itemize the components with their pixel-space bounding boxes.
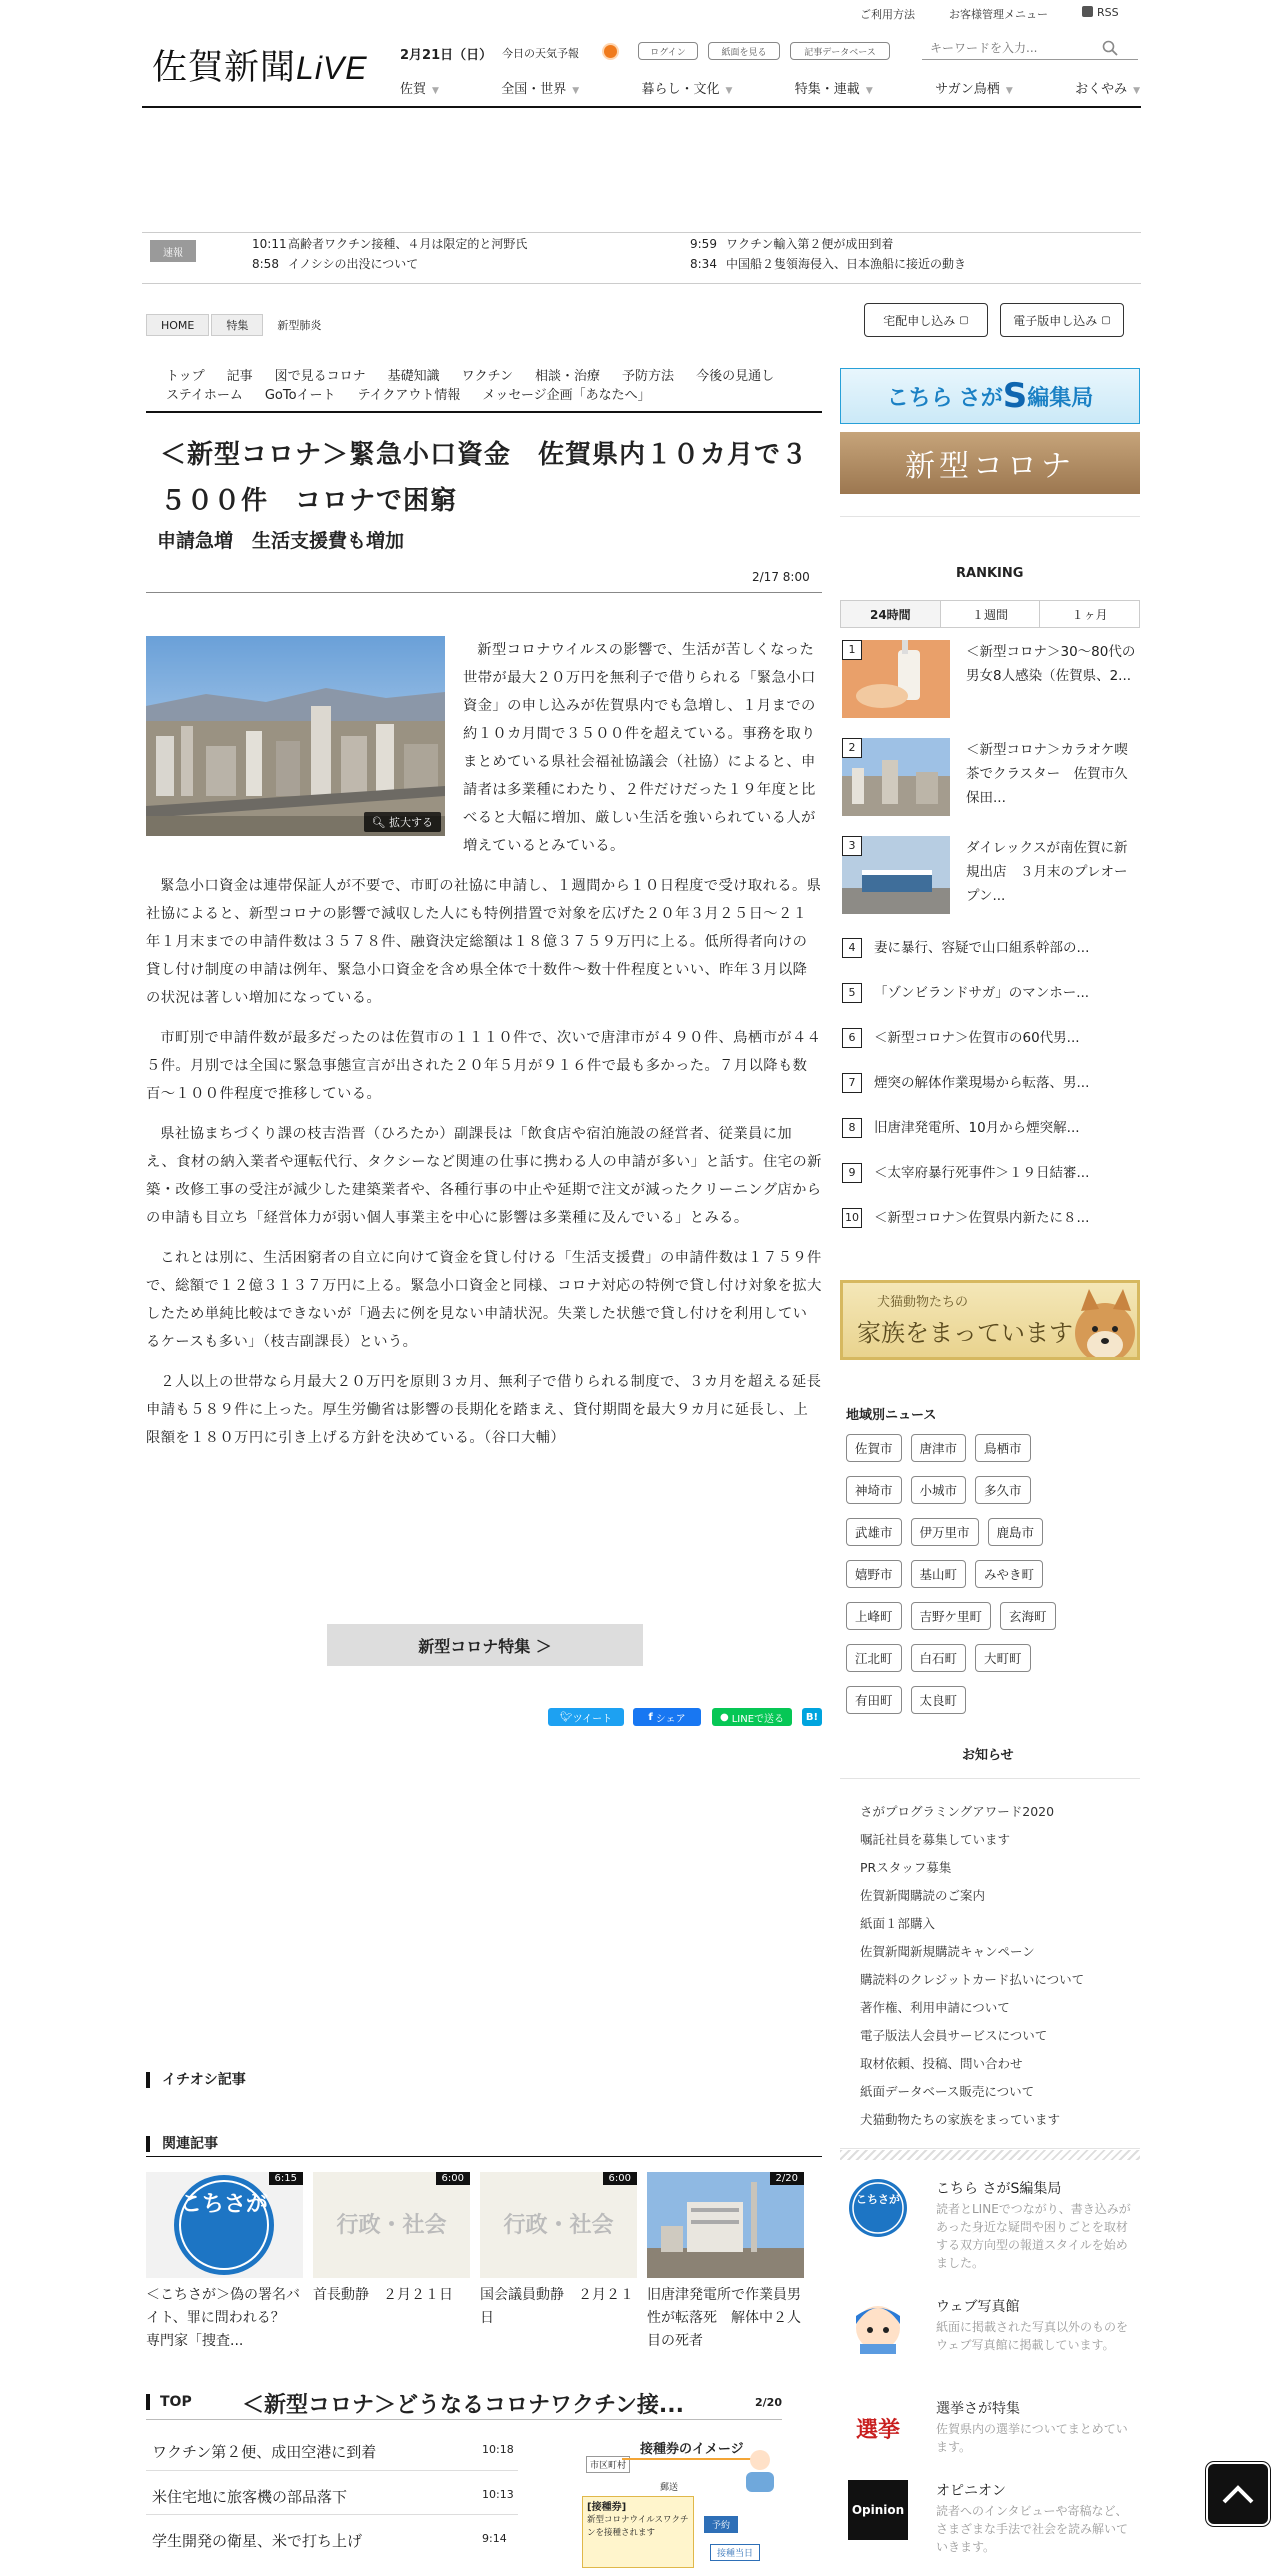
menu-outlook[interactable]: 今後の見通し — [696, 369, 775, 384]
zoom-icon: 🔍︎ — [371, 816, 389, 829]
related-item[interactable]: 2/20 旧唐津発電所で作業員男性が転落死 解体中２人目の死者 — [647, 2172, 804, 2353]
person-icon — [740, 2448, 780, 2492]
region-tag[interactable]: 小城市 — [911, 1476, 967, 1504]
weather-link[interactable]: 今日の天気予報 — [502, 47, 579, 60]
breaking-item[interactable]: 10:11高齢者ワクチン接種、４月は限定的と河野氏 — [252, 237, 528, 251]
nav-features[interactable]: 特集・連載 ▼ — [794, 82, 873, 97]
twitter-icon: 🐦︎ — [559, 1711, 573, 1723]
hatena-bookmark-button[interactable]: B! — [802, 1708, 822, 1726]
article-paragraph: 市町別で申請件数が最多だったのは佐賀市の１１１０件で、次いで唐津市が４９０件、鳥栖市が４４５件。月別では全国に緊急事態宣言が出された２０年５月が９１６件で最も多かった。７月以降も数百～１００件程度で推移している。 — [146, 1030, 822, 1102]
breaking-news — [142, 232, 1141, 284]
region-tag[interactable]: 多久市 — [975, 1476, 1031, 1504]
breaking-label: 速報 — [150, 240, 196, 262]
region-tag[interactable]: 玄海町 — [1000, 1602, 1056, 1630]
tab-week[interactable]: １週間 — [941, 601, 1041, 627]
tab-month[interactable]: １ヶ月 — [1071, 607, 1108, 622]
link-customer-menu[interactable]: お客様管理メニュー — [949, 8, 1048, 21]
region-tags — [846, 1434, 1146, 1728]
related-thumb: こちさが 6:15 — [146, 2172, 303, 2278]
line-icon: ● — [719, 1711, 729, 1723]
region-tag[interactable]: 鳥栖市 — [975, 1434, 1031, 1462]
notice-link[interactable]: 佐賀新聞新規購読キャンペーン — [860, 1944, 1035, 1959]
city-photo-image — [146, 636, 445, 836]
region-tag[interactable]: 白石町 — [911, 1644, 967, 1672]
ranking-item[interactable]: 2 ＜新型コロナ＞カラオケ喫茶でクラスター 佐賀市久保田... — [842, 738, 1140, 816]
menu-consult[interactable]: 相談・治療 — [535, 369, 601, 384]
notice-link[interactable]: 犬猫動物たちの家族をまっています — [860, 2112, 1061, 2127]
breadcrumb-feature[interactable]: 特集 — [211, 314, 263, 336]
sun-icon — [604, 45, 617, 58]
article-paragraph: 県社協まちづくり課の枝吉浩晋（ひろたか）副課長は「飲食店や宿泊施設の経営者、従業員に加え、食材の納入業者や運転代行、タクシーなど関連の仕事に携わる人の申請が多い」と話す。住宅の新築・改修工事の受注が減少した建築業者や、各種行事の中止や延期で注文が減ったクリーニング店からの申請も目立ち「経営体力が弱い個人事業主を中心に影響は多業種に及んでいる」とみる。 — [146, 1126, 822, 1226]
title-divider — [146, 592, 822, 593]
region-tag[interactable]: 江北町 — [846, 1644, 902, 1672]
top-list-item[interactable]: ワクチン第２便、成田空港に到着 10:18 — [152, 2443, 514, 2461]
back-to-top-button[interactable] — [1206, 2462, 1270, 2526]
related-item[interactable]: こちさが 6:15 ＜こちさが＞偽の署名バイト、罪に問われる？ 専門家「捜査... — [146, 2172, 303, 2353]
corona-section-menu — [146, 367, 822, 413]
home-delivery-button[interactable]: 宅配申し込み ▢ — [864, 303, 988, 337]
article-database-button[interactable]: 記事データベース — [790, 42, 890, 60]
site-logo[interactable]: 佐賀新聞LiVE — [152, 48, 368, 88]
top-headline[interactable]: ＜新型コロナ＞どうなるコロナワクチン接... — [242, 2393, 684, 2418]
related-divider — [146, 2156, 822, 2157]
chevron-down-icon: ▼ — [865, 86, 873, 96]
region-tag[interactable]: 鹿島市 — [988, 1518, 1044, 1546]
opinion-icon: Opinion — [848, 2480, 908, 2540]
related-title: 関連記事 — [146, 2136, 218, 2152]
notice-link[interactable]: さがプログラミングアワード2020 — [860, 1804, 1055, 1819]
corona-banner[interactable]: 新型コロナ — [840, 432, 1140, 494]
service-web-photo[interactable]: ウェブ写真館 紙面に掲載された写真以外のものをウェブ写真館に掲載しています。 — [848, 2296, 1138, 2366]
region-tag[interactable]: 吉野ケ里町 — [911, 1602, 992, 1630]
breaking-item[interactable]: 8:58 イノシシの出没について — [252, 257, 419, 271]
related-item[interactable]: 行政・社会 6:00 首長動静 ２月２１日 — [313, 2172, 470, 2307]
chevron-down-icon: ▼ — [572, 86, 580, 96]
service-election[interactable]: 選挙 選挙さが特集 佐賀県内の選挙についてまとめています。 — [848, 2398, 1138, 2468]
header-divider — [142, 106, 1141, 108]
current-date: 2月21日（日） — [400, 48, 493, 63]
login-button[interactable]: ログイン — [638, 42, 698, 60]
search-input[interactable] — [922, 41, 1102, 55]
ranking-item[interactable]: 1 ＜新型コロナ＞30～80代の男女8人感染（佐賀県、2... — [842, 640, 1140, 718]
menu-basics[interactable]: 基礎知識 — [387, 369, 440, 384]
region-tag[interactable]: 唐津市 — [911, 1434, 967, 1462]
external-link-icon: ▢ — [959, 314, 969, 326]
article-paragraph: ２人以上の世帯なら月最大２０万円を原則３カ月、無利子で借りられる制度で、３カ月を超える延長申請も５８９件に上った。厚生労働省は影響の長期化を踏まえ、貸付期間を最大９カ月に延長し、上限額を１８０万円に引き上げる方針を決めている。（谷口大輔） — [146, 1374, 822, 1446]
corona-special-button[interactable]: 新型コロナ特集 ＞ — [327, 1624, 643, 1666]
article-photo[interactable] — [146, 636, 445, 836]
notice-link[interactable]: 電子版法人会員サービスについて — [860, 2028, 1048, 2043]
facebook-icon: f — [648, 1711, 653, 1723]
region-tag[interactable]: 基山町 — [911, 1560, 967, 1588]
divider-stripe — [840, 2150, 1140, 2160]
search-box — [922, 36, 1138, 60]
kochira-banner[interactable]: こちら さが S 編集局 — [840, 368, 1140, 424]
menu-takeout[interactable]: テイクアウト情報 — [357, 388, 461, 403]
notice-link[interactable]: 紙面データベース販売について — [860, 2084, 1035, 2099]
breadcrumb-current: 新型肺炎 — [277, 319, 322, 332]
ranking-title: RANKING — [956, 566, 1024, 581]
region-tag[interactable]: 佐賀市 — [846, 1434, 902, 1462]
notice-link[interactable]: 購読料のクレジットカード払いについて — [860, 1972, 1085, 1987]
region-news-title: 地域別ニュース — [846, 1408, 937, 1423]
notice-link[interactable]: 紙面１部購入 — [860, 1916, 936, 1931]
service-opinion[interactable]: Opinion オピニオン 読者へのインタビューや寄稿など、さまざまな手法で社会を読み解いていきます。 — [848, 2480, 1138, 2550]
link-usage[interactable]: ご利用方法 — [860, 8, 915, 21]
chevron-down-icon: ▼ — [725, 86, 733, 96]
notices-title: お知らせ — [962, 1748, 1014, 1763]
pet-adoption-banner[interactable]: 犬猫動物たちの 家族をまっています — [840, 1280, 1140, 1360]
top-list-item[interactable]: 学生開発の衛星、米で打ち上げ 9:14 — [152, 2532, 507, 2550]
nav-life[interactable]: 暮らし・文化 ▼ — [641, 82, 733, 97]
top-section-header: TOP ＜新型コロナ＞どうなるコロナワクチン接... 2/20 — [146, 2390, 782, 2420]
region-tag[interactable]: 嬉野市 — [846, 1560, 902, 1588]
tab-24h[interactable]: 24時間 — [841, 601, 941, 627]
region-tag[interactable]: 神埼市 — [846, 1476, 902, 1504]
region-tag[interactable]: 有田町 — [846, 1686, 902, 1714]
article-paragraph: これとは別に、生活困窮者の自立に向けて資金を貸し付ける「生活支援費」の申請件数は１７５９件で、総額で１２億３１３７万円に上る。緊急小口資金と同様、コロナ対応の特例で貸し付け対象を拡大したため単純比較はできないが「過去に例を見ない申請状況。失業した状態で貸し付けを利用しているケースも多い」（枝吉副課長）という。 — [146, 1250, 822, 1350]
nav-sagan-tosu[interactable]: サガン鳥栖 ▼ — [935, 82, 1013, 97]
election-icon: 選挙 — [855, 2417, 900, 2443]
digital-subscription-button[interactable]: 電子版申し込み ▢ — [1000, 303, 1124, 337]
chevron-up-icon — [1208, 2464, 1268, 2524]
nav-national[interactable]: 全国・世界 ▼ — [501, 82, 580, 97]
region-tag[interactable]: 大町町 — [975, 1644, 1031, 1672]
region-tag[interactable]: 上峰町 — [846, 1602, 902, 1630]
menu-prevention[interactable]: 予防方法 — [622, 369, 675, 384]
breaking-item[interactable]: 8:34 中国船２隻領海侵入、日本漁船に接近の動き — [690, 257, 967, 271]
notice-link[interactable]: PRスタッフ募集 — [860, 1860, 952, 1875]
external-link-icon: ▢ — [1101, 314, 1111, 326]
related-thumb: 行政・社会 6:00 — [313, 2172, 470, 2278]
breaking-item[interactable]: 9:59 ワクチン輸入第２便が成田到着 — [690, 237, 894, 251]
article-date: 2/17 8:00 — [752, 570, 810, 584]
facebook-share-button[interactable]: f シェア — [633, 1708, 701, 1726]
rss-icon — [1082, 6, 1093, 17]
chevron-down-icon: ▼ — [1005, 86, 1013, 96]
notice-link[interactable]: 著作権、利用申請について — [860, 2000, 1010, 2015]
region-tag[interactable]: 武雄市 — [846, 1518, 902, 1546]
link-rss[interactable]: RSS — [1082, 6, 1119, 22]
service-kochira[interactable]: こちさが こちら さがS編集局 読者とLINEでつながり、書き込みがあった身近な疑問や困りごとを取材する双方向型の報道スタイルを始めました。 — [848, 2178, 1138, 2248]
power-plant-photo — [647, 2172, 804, 2278]
ichioshi-title: イチオシ記事 — [146, 2072, 246, 2088]
line-share-button[interactable]: ● LINEで送る — [712, 1708, 792, 1726]
ranking-item[interactable]: 3 ダイレックスが南佐賀に新規出店 ３月末のプレオープン... — [842, 836, 1140, 914]
view-paper-button[interactable]: 紙面を見る — [708, 42, 780, 60]
region-tag[interactable]: 伊万里市 — [911, 1518, 979, 1546]
tweet-button[interactable]: 🐦︎ ツイート — [548, 1708, 624, 1726]
related-thumb: 行政・社会 6:00 — [480, 2172, 637, 2278]
kochisaga-icon — [848, 2178, 908, 2238]
search-icon[interactable] — [1102, 40, 1118, 56]
menu-gotoeat[interactable]: GoToイート — [264, 388, 336, 403]
menu-stayhome[interactable]: ステイホーム — [166, 388, 243, 403]
breadcrumb — [146, 314, 321, 336]
menu-charts[interactable]: 図で見るコロナ — [274, 369, 366, 384]
chevron-down-icon: ▼ — [1133, 86, 1140, 96]
notice-link[interactable]: 取材依頼、投稿、問い合わせ — [860, 2056, 1023, 2071]
notice-link[interactable]: 嘱託社員を募集しています — [860, 1832, 1011, 1847]
nav-saga[interactable]: 佐賀 ▼ — [400, 82, 439, 97]
breadcrumb-home[interactable]: HOME — [146, 314, 209, 336]
nav-obituary[interactable]: おくやみ ▼ — [1075, 82, 1140, 97]
vaccine-ticket-illustration[interactable]: 市区町村 接種券のイメージ 郵送 [接種券] 新型コロナウイルスワクチンを接種されます 予約 接種当日 — [580, 2436, 794, 2568]
web-photo-icon — [848, 2296, 908, 2356]
chevron-down-icon: ▼ — [432, 86, 439, 96]
region-tag[interactable]: 太良町 — [911, 1686, 967, 1714]
article-subtitle: 申請急増 生活支援費も増加 — [157, 530, 405, 552]
article-paragraph: 緊急小口資金は連帯保証人が不要で、市町の社協に申請し、１週間から１０日程度で受け取れる。県社協によると、新型コロナの影響で減収した人にも特例措置で対象を広げた２０年３月２５日～２１年１月末までの申請件数は３５７８件、融資決定総額は１８億３７５９万円に上る。低所得者向けの貸し付け制度の申請は例年、緊急小口資金を含め県全体で十数件～数十件程度といい、昨年３月以降の状況は著しい増加になっている。 — [146, 878, 822, 1006]
related-item[interactable]: 行政・社会 6:00 国会議員動静 ２月２１日 — [480, 2172, 637, 2330]
top-list-item[interactable]: 米住宅地に旅客機の部品落下 10:13 — [152, 2488, 514, 2506]
enlarge-button[interactable]: 🔍︎ 拡大する — [364, 812, 441, 832]
kochisaga-logo-icon — [146, 2172, 303, 2278]
related-thumb: 2/20 — [647, 2172, 804, 2278]
region-tag[interactable]: みやき町 — [975, 1560, 1043, 1588]
article-title: ＜新型コロナ＞緊急小口資金 佐賀県内１０カ月で３５００件 コロナで困窮 — [160, 440, 809, 516]
dog-image — [1057, 1283, 1137, 1360]
notice-link[interactable]: 佐賀新聞購読のご案内 — [860, 1888, 986, 1903]
main-nav — [400, 78, 1140, 97]
menu-message[interactable]: メッセージ企画「あなたへ」 — [482, 388, 651, 403]
article-paragraph: 新型コロナウイルスの影響で、生活が苦しくなった世帯が最大２０万円を無利子で借りられる「緊急小口資金」の申し込みが佐賀県内でも急増し、１月までの約１０カ月間で３５００件を超えている。事務を取りまとめている県社会福祉協議会（社協）によると、申請者は多業種にわたり、２件だけだった１９年度と比べると大幅に増加、厳しい生活を強いられている人が増えているとみている。 — [463, 642, 816, 854]
menu-top[interactable]: トップ — [166, 369, 205, 384]
menu-articles[interactable]: 記事 — [226, 369, 253, 384]
menu-vaccine[interactable]: ワクチン — [461, 369, 514, 384]
ranking-tabs — [840, 600, 1140, 628]
